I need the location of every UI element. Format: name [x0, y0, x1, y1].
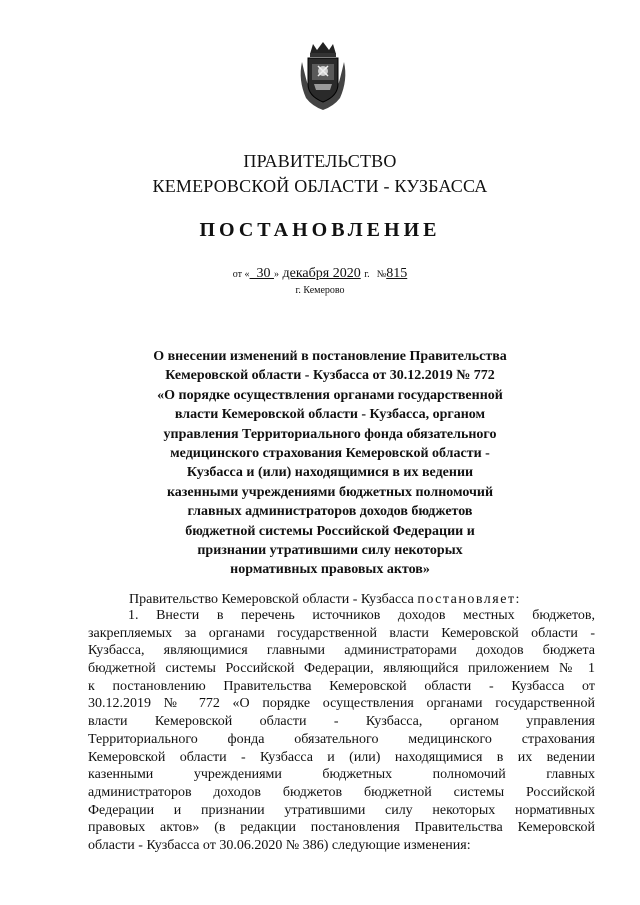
- body-line: казенными учреждениями бюджетных полномочий главных: [88, 767, 595, 783]
- body-line: области - Кузбасса от 30.06.2020 № 386) следующие изменения:: [88, 837, 471, 853]
- title-line: власти Кемеровской области - Кузбасса, органом: [174, 407, 486, 423]
- body-line: закрепляемых за органами государственной власти Кемеровской области -: [88, 625, 595, 641]
- body-line: Кемеровской области - Кузбасса и (или) находящимися в их ведении: [88, 749, 595, 765]
- intro-verb: постановляет:: [417, 592, 521, 607]
- document-number: 815: [386, 266, 408, 281]
- government-title-line1: ПРАВИТЕЛЬСТВО: [243, 151, 397, 171]
- date-day: 30: [256, 266, 271, 281]
- title-line: «О порядке осуществления органами государственной: [157, 387, 503, 403]
- document-dateline: [0, 266, 640, 282]
- title-line: главных администраторов доходов бюджетов: [187, 504, 473, 520]
- document-type: ПОСТАНОВЛЕНИЕ: [199, 219, 441, 241]
- coat-of-arms-icon: [296, 40, 350, 112]
- body-line: правовых актов» (в редакции постановления Правительства Кемеровской: [88, 820, 595, 836]
- title-line: управления Территориального фонда обязательного: [163, 426, 497, 442]
- document-body: [88, 607, 595, 855]
- title-line: медицинского страхования Кемеровской области -: [170, 446, 490, 462]
- title-line: Кемеровской области - Кузбасса от 30.12.2019 № 772: [165, 368, 495, 384]
- title-line: признании утратившими силу некоторых: [197, 543, 463, 559]
- title-line: Кузбасса и (или) находящимися в их ведении: [186, 465, 474, 481]
- number-label: №: [376, 269, 387, 280]
- body-line: 30.12.2019 № 772 «О порядке осуществления органами государственной: [88, 696, 595, 712]
- body-line: 1. Внести в перечень источников доходов местных бюджетов,: [128, 608, 595, 623]
- intro-text: Правительство Кемеровской области - Кузбасса: [129, 592, 414, 607]
- resolution-intro: [129, 592, 521, 608]
- body-line: Федерации и признании утратившими силу некоторых нормативных: [88, 802, 595, 818]
- document-title: [120, 347, 540, 580]
- body-line: Кузбасса, являющимися главными администраторами доходов бюджета: [88, 643, 595, 659]
- title-line: нормативных правовых актов»: [230, 562, 430, 578]
- date-prefix: от «: [232, 269, 250, 280]
- body-line: к постановлению Правительства Кемеровской области - Кузбасса от: [88, 678, 595, 694]
- title-line: казенными учреждениями бюджетных полномочий: [166, 484, 494, 500]
- body-line: власти Кемеровской области - Кузбасса, органом управления: [88, 714, 595, 730]
- government-title-line2: КЕМЕРОВСКОЙ ОБЛАСТИ - КУЗБАССА: [152, 176, 488, 196]
- date-day-close: »: [274, 269, 279, 280]
- title-line: бюджетной системы Российской Федерации и: [185, 523, 475, 539]
- date-year-suffix: г.: [364, 269, 370, 280]
- title-line: О внесении изменений в постановление Правительства: [153, 349, 507, 364]
- body-line: бюджетной системы Российской Федерации, являющийся приложением № 1: [88, 661, 595, 677]
- date-month-year: декабря 2020: [282, 266, 361, 281]
- body-line: Территориального фонда обязательного медицинского страхования: [88, 731, 595, 747]
- document-city: г. Кемерово: [295, 285, 345, 296]
- body-line: администраторов доходов бюджетов бюджетной системы Российской: [88, 784, 595, 800]
